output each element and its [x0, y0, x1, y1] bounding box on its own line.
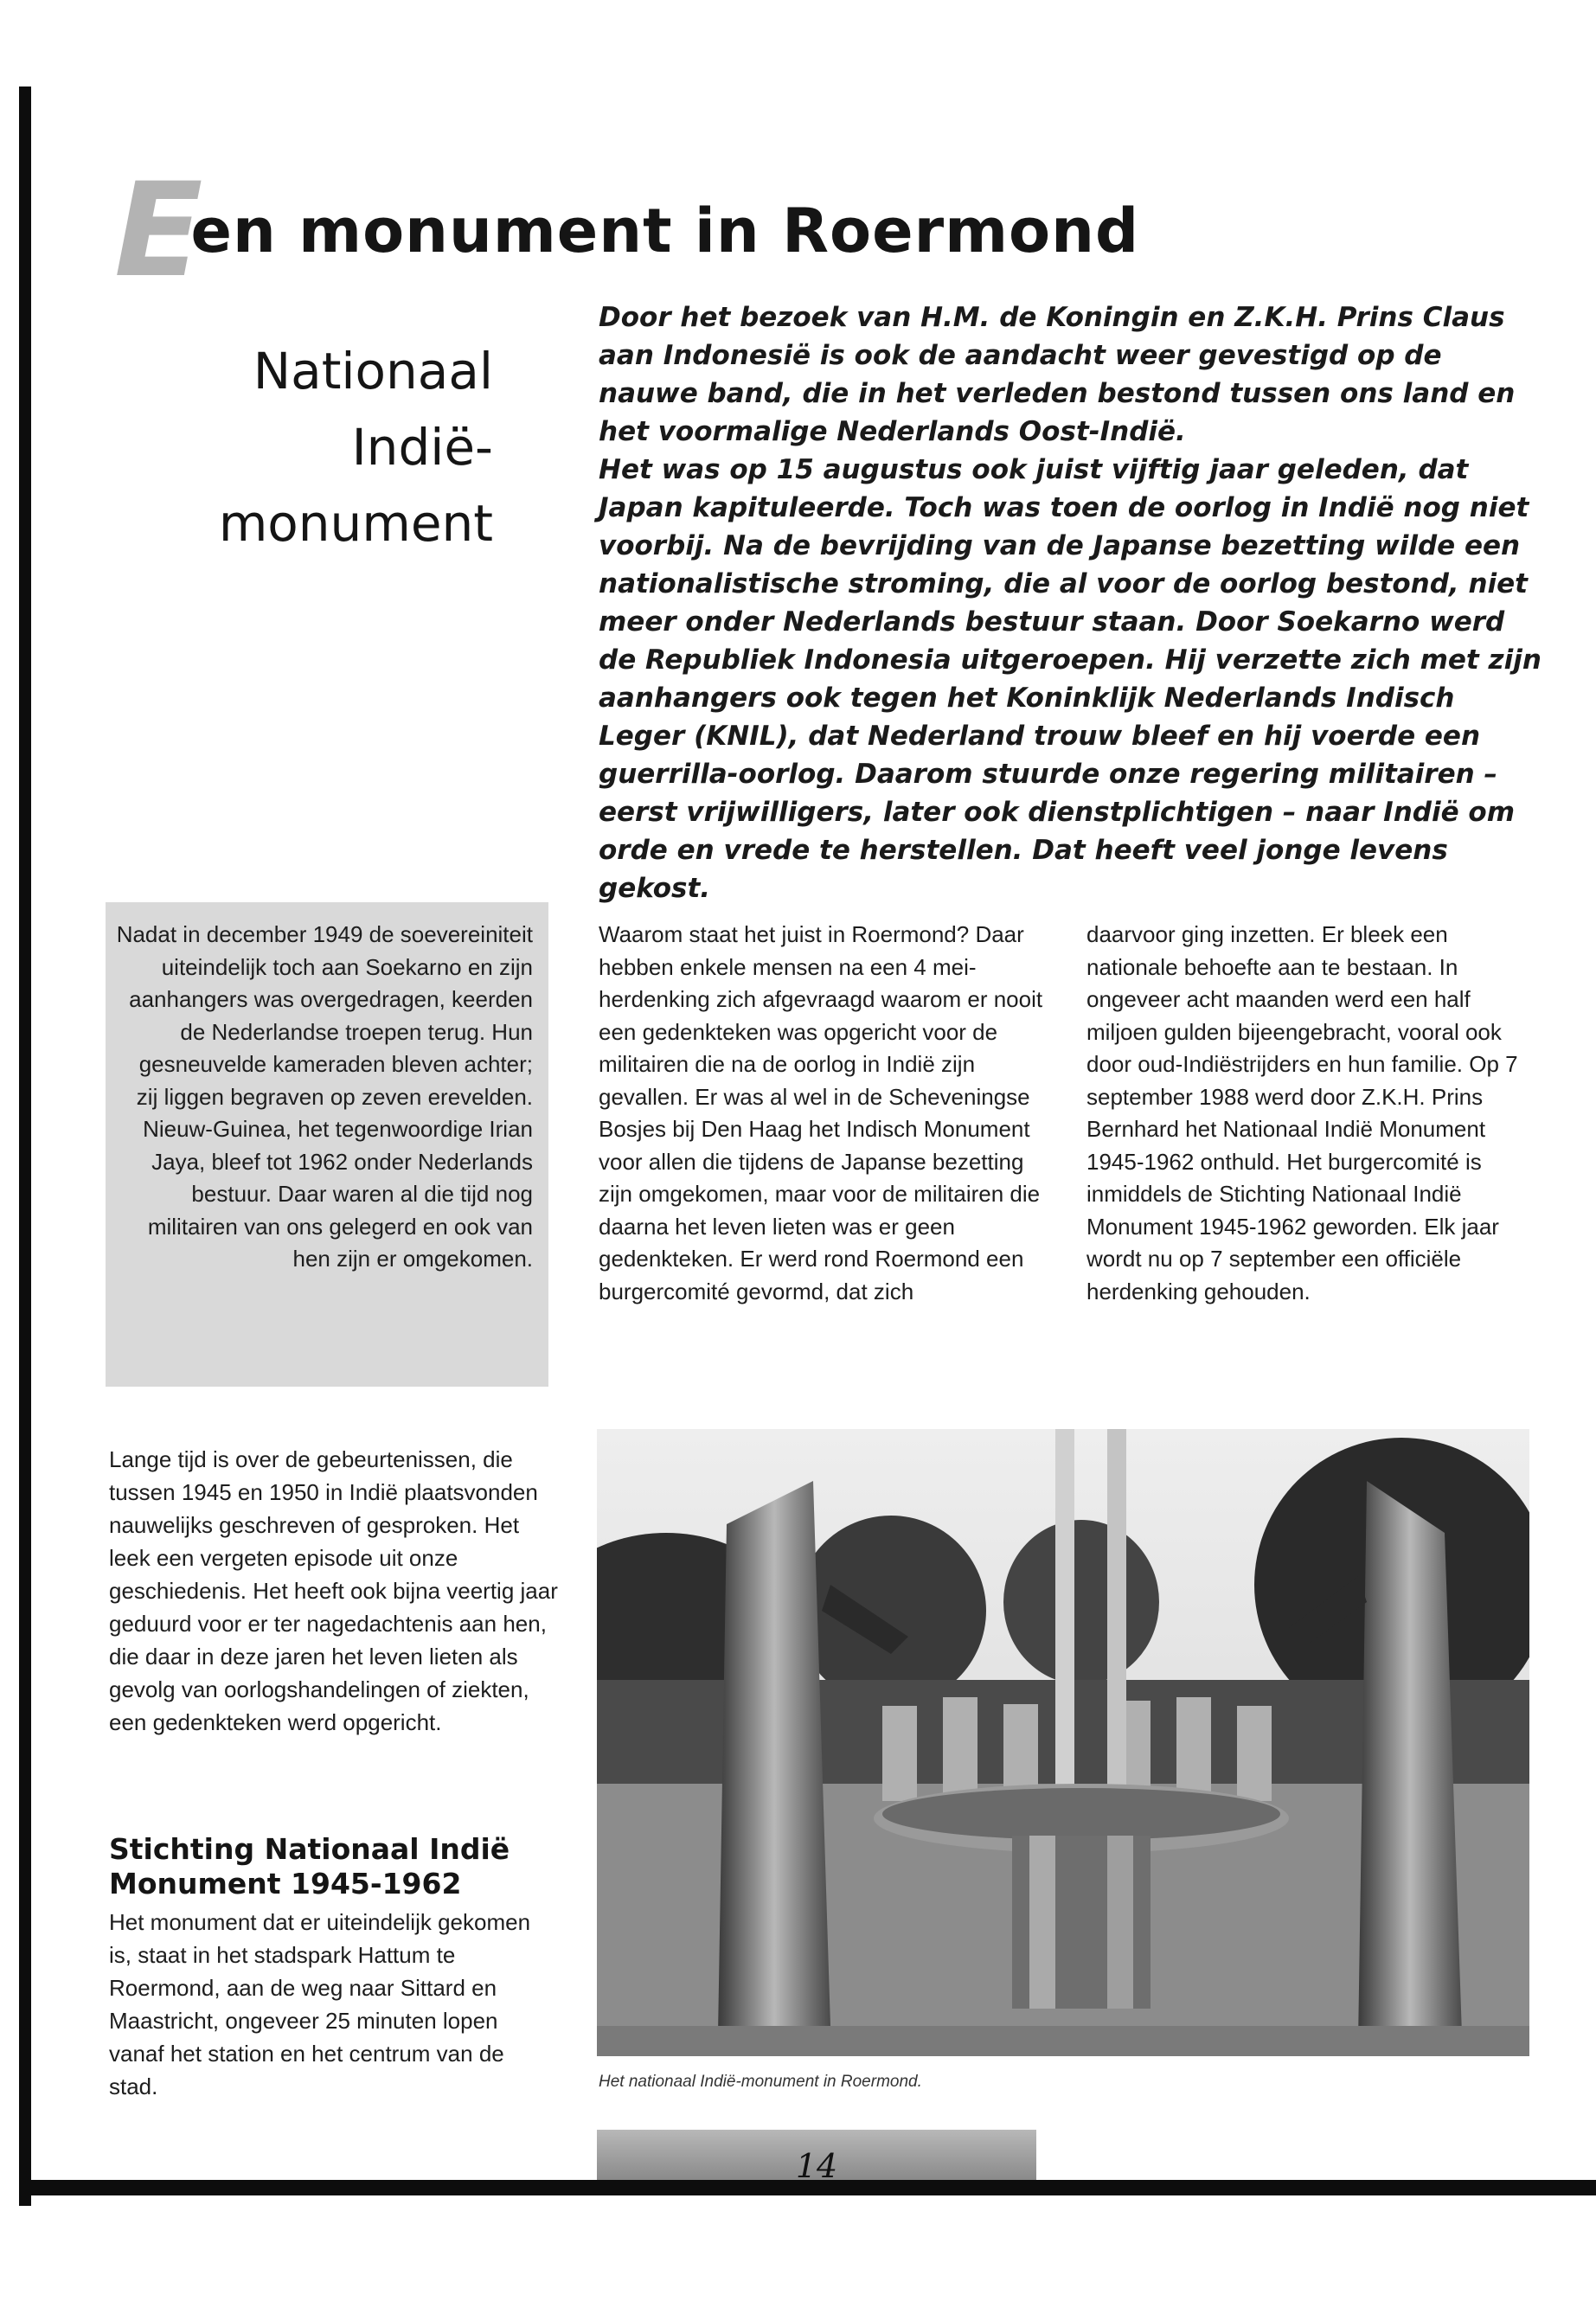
subtitle-line: Nationaal	[253, 342, 493, 401]
title-text: en monument in Roermond	[190, 195, 1140, 266]
subtitle-line: Indië-	[351, 418, 493, 477]
sidebar-paragraph: Nadat in december 1949 de soevereiniteit uiteindelijk toch aan Soekarno en zijn aanhangers was overgedragen, keerden de Nederlandse troepen terug. Hun gesneuvelde kameraden bleven achter; zij liggen begraven op zeven erevelden.	[116, 921, 533, 1110]
intro-paragraph: Door het bezoek van H.M. de Koningin en Z.K.H. Prins Claus aan Indonesië is ook de aandacht weer gevestigd op de nauwe band, die in het verleden bestond tussen ons land en het voormalige Nederlands Oost-Indië.	[599, 302, 1516, 447]
sidebar-paragraph: Nieuw-Guinea, het tegenwoordige Irian Jaya, bleef tot 1962 onder Nederlands bestuur. Daar waren al die tijd nog militairen van ons gelegerd en ook van hen zijn er omgekomen.	[143, 1116, 533, 1272]
intro-paragraph: Het was op 15 augustus ook juist vijftig jaar geleden, dat Japan kapituleerde. Toch was toen de oorlog in Indië nog niet voorbij. Na de bevrijding van de Japanse bezetting wilde een nationalistische stroming, die al voor de oorlog bestond, niet meer onder Nederlands bestuur staan. Door Soekarno werd de Republiek Indonesia uitgeroepen. Hij verzette zich met zijn aanhangers ook tegen het Koninklijk Nederlands Indisch Leger (KNIL), dat Nederland trouw bleef en hij voerde een guerrilla-oorlog. Daarom stuurde onze regering militairen – eerst vrijwilligers, later ook dienstplichtigen – naar Indië om orde en vrede te herstellen. Dat heeft veel jonge levens gekost.	[599, 454, 1542, 904]
monument-photo-image	[597, 1429, 1529, 2056]
article-subtitle	[147, 333, 493, 558]
title-drop-initial: E	[114, 156, 203, 306]
monument-photo	[597, 1429, 1529, 2056]
intro-text	[599, 298, 1542, 904]
body-column-1: Lange tijd is over de gebeurtenissen, die tussen 1945 en 1950 in Indië plaatsvonden nauwelijks geschreven of gesproken. Het leek een vergeten episode uit onze geschiedenis. Het heeft ook bijna veertig jaar geduurd voor er ter nagedachtenis aan hen, die daar in deze jaren het leven lieten als gevolg van oorlogshandelingen of ziekten, een gedenkteken werd opgericht.	[109, 1446, 558, 1735]
body-column-3: daarvoor ging inzetten. Er bleek een nationale behoefte aan te bestaan. In ongeveer acht maanden werd een half miljoen gulden bijeengebracht, vooral ook door oud-Indiëstrijders en hun familie. Op 7 september 1988 werd door Z.K.H. Prins Bernhard het Nationaal Indië Monument 1945-1962 onthuld. Het burgercomité is inmiddels de Stichting Nationaal Indië Monument 1945-1962 geworden. Elk jaar wordt nu op 7 september een officiële herdenking gehouden.	[1086, 921, 1518, 1304]
sidebar-text	[112, 919, 533, 1386]
body-column-2: Waarom staat het juist in Roermond? Daar hebben enkele mensen na een 4 mei-herdenking zich afgevraagd waarom er nooit een gedenkteken was opgericht voor de militairen die na de oorlog in Indië zijn gevallen. Er was al wel in de Scheveningse Bosjes bij Den Haag het Indisch Monument voor allen die tijdens de Japanse bezetting zijn omgekomen, maar voor de militairen die daarna het leven lieten was er geen gedenkteken. Er werd rond Roermond een burgercomité gevormd, dat zich	[599, 921, 1043, 1304]
photo-caption: Het nationaal Indië-monument in Roermond.	[599, 2073, 922, 2091]
section-heading: Stichting Nationaal Indië Monument 1945-1962	[109, 1832, 510, 1900]
section-body: Het monument dat er uiteindelijk gekomen is, staat in het stadspark Hattum te Roermond, aan de weg naar Sittard en Maastricht, ongeveer 25 minuten lopen vanaf het station en het centrum van de stad.	[109, 1909, 531, 2099]
subtitle-line: monument	[218, 494, 493, 553]
page-edge-left	[19, 87, 31, 2206]
article-title	[114, 156, 1498, 306]
page-number: 14	[795, 2147, 838, 2185]
